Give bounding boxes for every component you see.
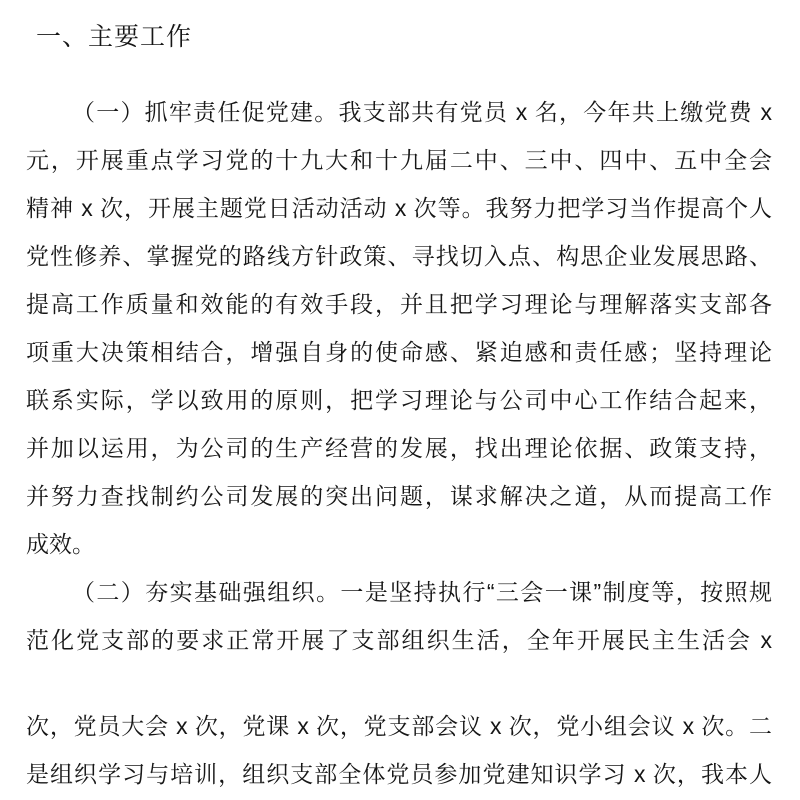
paragraph-2-line-2: 范化党支部的要求正常开展了支部组织生活，全年开展民主生活会 x [26, 627, 772, 653]
paragraph-2-line-4: 是组织学习与培训，组织支部全体党员参加党建知识学习 x 次，我本人 [26, 761, 772, 787]
section-heading: 一、主要工作 [36, 23, 193, 51]
paragraph-2-line-3: 次，党员大会 x 次，党课 x 次，党支部会议 x 次，党小组会议 x 次。二 [26, 713, 772, 739]
paragraph-1-line-6: 项重大决策相结合，增强自身的使命感、紧迫感和责任感；坚持理论 [26, 339, 772, 365]
paragraph-1-line-3: 精神 x 次，开展主题党日活动活动 x 次等。我努力把学习当作提高个人 [26, 195, 772, 221]
paragraph-1-line-5: 提高工作质量和效能的有效手段，并且把学习理论与理解落实支部各 [26, 291, 772, 317]
paragraph-1-line-10: 成效。 [26, 531, 95, 557]
paragraph-1 [26, 88, 772, 568]
paragraph-2-line-1: （二）夯实基础强组织。一是坚持执行“三会一课”制度等，按照规 [72, 579, 772, 605]
paragraph-2 [26, 568, 772, 798]
paragraph-1-line-9: 并努力查找制约公司发展的突出问题，谋求解决之道，从而提高工作 [26, 483, 772, 509]
paragraph-1-line-4: 党性修养、掌握党的路线方针政策、寻找切入点、构思企业发展思路、 [26, 243, 772, 269]
paragraph-1-line-2: 元，开展重点学习党的十九大和十九届二中、三中、四中、五中全会 [26, 147, 772, 173]
paragraph-1-line-1: （一）抓牢责任促党建。我支部共有党员 x 名，今年共上缴党费 x [72, 99, 772, 125]
paragraph-1-line-7: 联系实际，学以致用的原则，把学习理论与公司中心工作结合起来， [26, 387, 772, 413]
paragraph-1-line-8: 并加以运用，为公司的生产经营的发展，找出理论依据、政策支持， [26, 435, 772, 461]
